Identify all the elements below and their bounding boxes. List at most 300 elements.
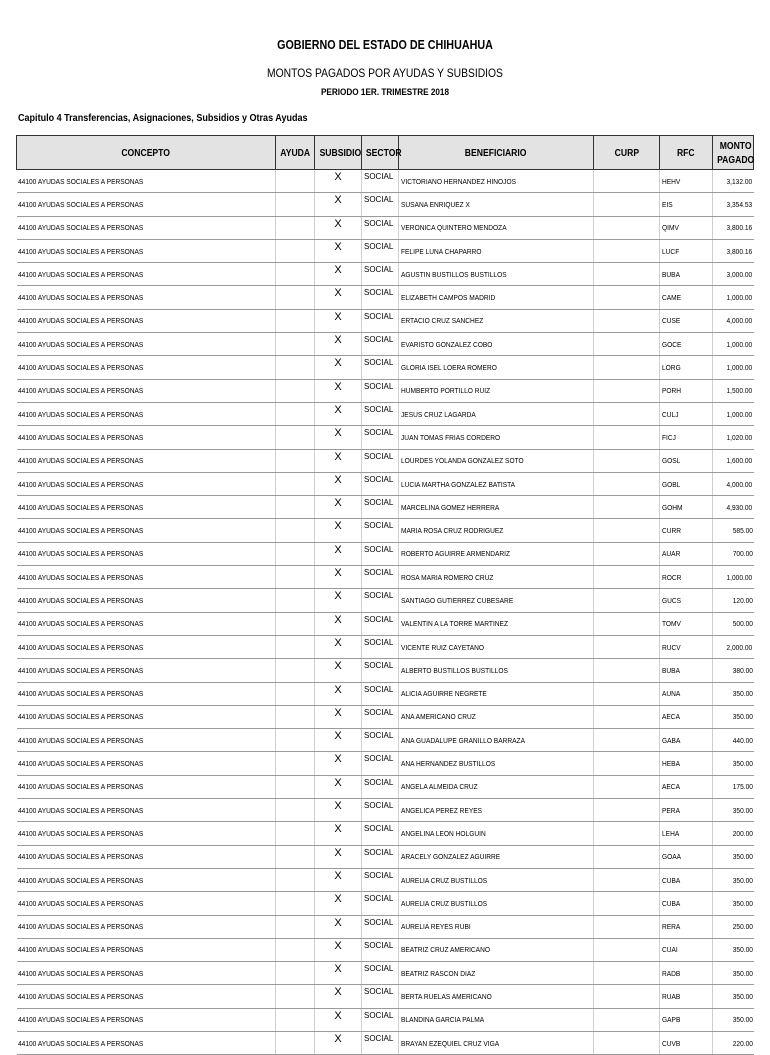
chapter-heading: Capitulo 4 Transferencias, Asignaciones, Subsidios y Otras Ayudas [18,112,308,124]
cell-subsidio: X [315,216,362,239]
cell-curp [594,938,660,961]
cell-curp [594,402,660,425]
cell-beneficiario: ARACELY GONZALEZ AGUIRRE [399,845,594,868]
cell-curp [594,799,660,822]
cell-concepto: 44100 AYUDAS SOCIALES A PERSONAS [17,193,276,216]
cell-rfc: AUAR [660,542,713,565]
cell-curp [594,356,660,379]
cell-concepto: 44100 AYUDAS SOCIALES A PERSONAS [17,170,276,193]
table-row [17,938,754,961]
cell-ayuda [276,426,315,449]
cell-monto: 220.00 [713,1031,754,1054]
cell-concepto: 44100 AYUDAS SOCIALES A PERSONAS [17,216,276,239]
cell-ayuda [276,263,315,286]
cell-beneficiario: SANTIAGO GUTIERREZ CUBESARE [399,589,594,612]
cell-subsidio: X [315,799,362,822]
table-row [17,309,754,332]
cell-ayuda [276,868,315,891]
cell-subsidio: X [315,915,362,938]
cell-rfc: CUVB [660,1031,713,1054]
cell-sector: SOCIAL [362,985,399,1008]
cell-ayuda [276,799,315,822]
cell-subsidio: X [315,985,362,1008]
cell-ayuda [276,449,315,472]
cell-subsidio: X [315,845,362,868]
cell-curp [594,426,660,449]
cell-rfc: GOAA [660,845,713,868]
cell-concepto: 44100 AYUDAS SOCIALES A PERSONAS [17,868,276,891]
table-row [17,402,754,425]
cell-rfc: LUCF [660,239,713,262]
table-row [17,868,754,891]
cell-subsidio: X [315,682,362,705]
cell-sector: SOCIAL [362,519,399,542]
cell-curp [594,729,660,752]
cell-monto: 350.00 [713,892,754,915]
cell-monto: 1,000.00 [713,566,754,589]
cell-curp [594,519,660,542]
cell-subsidio: X [315,938,362,961]
cell-concepto: 44100 AYUDAS SOCIALES A PERSONAS [17,566,276,589]
cell-curp [594,1008,660,1031]
cell-monto: 1,000.00 [713,286,754,309]
cell-subsidio: X [315,519,362,542]
table-row [17,589,754,612]
cell-ayuda [276,705,315,728]
cell-rfc: RUCV [660,635,713,658]
cell-rfc: CUAI [660,938,713,961]
cell-subsidio: X [315,705,362,728]
table-row [17,286,754,309]
cell-monto: 3,000.00 [713,263,754,286]
cell-beneficiario: SUSANA ENRIQUEZ X [399,193,594,216]
cell-beneficiario: MARIA ROSA CRUZ RODRIGUEZ [399,519,594,542]
cell-monto: 200.00 [713,822,754,845]
cell-ayuda [276,356,315,379]
cell-subsidio: X [315,659,362,682]
cell-beneficiario: ANGELINA LEON HOLGUIN [399,822,594,845]
cell-rfc: GABA [660,729,713,752]
cell-beneficiario: EVARISTO GONZALEZ COBO [399,333,594,356]
cell-rfc: CURR [660,519,713,542]
cell-sector: SOCIAL [362,263,399,286]
cell-curp [594,496,660,519]
cell-monto: 350.00 [713,1008,754,1031]
table-row [17,333,754,356]
cell-monto: 120.00 [713,589,754,612]
cell-concepto: 44100 AYUDAS SOCIALES A PERSONAS [17,985,276,1008]
cell-curp [594,822,660,845]
cell-subsidio: X [315,402,362,425]
table-row [17,659,754,682]
cell-concepto: 44100 AYUDAS SOCIALES A PERSONAS [17,239,276,262]
cell-concepto: 44100 AYUDAS SOCIALES A PERSONAS [17,333,276,356]
cell-subsidio: X [315,472,362,495]
cell-beneficiario: ROBERTO AGUIRRE ARMENDARIZ [399,542,594,565]
cell-rfc: LEHA [660,822,713,845]
cell-concepto: 44100 AYUDAS SOCIALES A PERSONAS [17,472,276,495]
cell-ayuda [276,333,315,356]
cell-subsidio: X [315,752,362,775]
cell-rfc: PERA [660,799,713,822]
cell-ayuda [276,472,315,495]
table-header-row [17,136,754,170]
cell-concepto: 44100 AYUDAS SOCIALES A PERSONAS [17,962,276,985]
cell-concepto: 44100 AYUDAS SOCIALES A PERSONAS [17,845,276,868]
cell-ayuda [276,1008,315,1031]
cell-curp [594,589,660,612]
cell-concepto: 44100 AYUDAS SOCIALES A PERSONAS [17,752,276,775]
cell-monto: 350.00 [713,799,754,822]
table-row [17,985,754,1008]
cell-monto: 350.00 [713,962,754,985]
cell-curp [594,635,660,658]
cell-rfc: AECA [660,775,713,798]
cell-ayuda [276,566,315,589]
cell-rfc: BUBA [660,263,713,286]
cell-sector: SOCIAL [362,845,399,868]
cell-concepto: 44100 AYUDAS SOCIALES A PERSONAS [17,659,276,682]
cell-subsidio: X [315,170,362,193]
table-row [17,845,754,868]
cell-beneficiario: AGUSTIN BUSTILLOS BUSTILLOS [399,263,594,286]
cell-curp [594,193,660,216]
table-row [17,892,754,915]
cell-subsidio: X [315,309,362,332]
cell-monto: 700.00 [713,542,754,565]
cell-curp [594,216,660,239]
cell-beneficiario: LUCIA MARTHA GONZALEZ BATISTA [399,472,594,495]
cell-ayuda [276,892,315,915]
cell-beneficiario: VICENTE RUIZ CAYETANO [399,635,594,658]
cell-ayuda [276,985,315,1008]
cell-concepto: 44100 AYUDAS SOCIALES A PERSONAS [17,682,276,705]
document-subtitle: MONTOS PAGADOS POR AYUDAS Y SUBSIDIOS [267,66,503,80]
cell-subsidio: X [315,612,362,635]
cell-sector: SOCIAL [362,426,399,449]
cell-concepto: 44100 AYUDAS SOCIALES A PERSONAS [17,822,276,845]
cell-concepto: 44100 AYUDAS SOCIALES A PERSONAS [17,938,276,961]
cell-sector: SOCIAL [362,333,399,356]
cell-sector: SOCIAL [362,775,399,798]
cell-beneficiario: FELIPE LUNA CHAPARRO [399,239,594,262]
cell-curp [594,263,660,286]
cell-sector: SOCIAL [362,472,399,495]
cell-monto: 440.00 [713,729,754,752]
table-row [17,356,754,379]
cell-beneficiario: ANGELA ALMEIDA CRUZ [399,775,594,798]
cell-concepto: 44100 AYUDAS SOCIALES A PERSONAS [17,1008,276,1031]
cell-beneficiario: HUMBERTO PORTILLO RUIZ [399,379,594,402]
cell-curp [594,239,660,262]
cell-curp [594,659,660,682]
cell-subsidio: X [315,542,362,565]
cell-monto: 175.00 [713,775,754,798]
cell-rfc: RERA [660,915,713,938]
cell-sector: SOCIAL [362,216,399,239]
table-row [17,775,754,798]
cell-ayuda [276,286,315,309]
cell-rfc: QIMV [660,216,713,239]
cell-curp [594,566,660,589]
cell-ayuda [276,309,315,332]
cell-concepto: 44100 AYUDAS SOCIALES A PERSONAS [17,309,276,332]
table-row [17,449,754,472]
cell-beneficiario: ANA GUADALUPE GRANILLO BARRAZA [399,729,594,752]
cell-ayuda [276,938,315,961]
cell-monto: 350.00 [713,845,754,868]
table-row [17,216,754,239]
cell-concepto: 44100 AYUDAS SOCIALES A PERSONAS [17,729,276,752]
table-row [17,682,754,705]
column-header-monto: MONTO PAGADO [713,136,754,170]
cell-ayuda [276,542,315,565]
cell-ayuda [276,1031,315,1054]
cell-monto: 585.00 [713,519,754,542]
cell-subsidio: X [315,589,362,612]
cell-curp [594,682,660,705]
cell-monto: 3,800.16 [713,216,754,239]
cell-concepto: 44100 AYUDAS SOCIALES A PERSONAS [17,915,276,938]
cell-concepto: 44100 AYUDAS SOCIALES A PERSONAS [17,356,276,379]
cell-subsidio: X [315,333,362,356]
cell-concepto: 44100 AYUDAS SOCIALES A PERSONAS [17,449,276,472]
cell-subsidio: X [315,635,362,658]
table-row [17,472,754,495]
table-row [17,519,754,542]
table-row [17,1008,754,1031]
cell-curp [594,472,660,495]
column-header-ayuda: AYUDA [276,136,315,170]
cell-monto: 500.00 [713,612,754,635]
cell-beneficiario: ANA AMERICANO CRUZ [399,705,594,728]
table-row [17,729,754,752]
cell-concepto: 44100 AYUDAS SOCIALES A PERSONAS [17,799,276,822]
cell-beneficiario: ANA HERNANDEZ BUSTILLOS [399,752,594,775]
table-row [17,752,754,775]
table-row [17,263,754,286]
cell-rfc: GAPB [660,1008,713,1031]
cell-subsidio: X [315,263,362,286]
table-row [17,566,754,589]
cell-curp [594,379,660,402]
cell-sector: SOCIAL [362,938,399,961]
cell-sector: SOCIAL [362,496,399,519]
cell-rfc: HEHV [660,170,713,193]
cell-ayuda [276,962,315,985]
cell-sector: SOCIAL [362,705,399,728]
table-row [17,379,754,402]
cell-sector: SOCIAL [362,286,399,309]
cell-sector: SOCIAL [362,799,399,822]
cell-rfc: CUSE [660,309,713,332]
cell-curp [594,542,660,565]
cell-rfc: EIS [660,193,713,216]
document-title: GOBIERNO DEL ESTADO DE CHIHUAHUA [277,38,493,52]
cell-concepto: 44100 AYUDAS SOCIALES A PERSONAS [17,519,276,542]
table-row [17,193,754,216]
cell-ayuda [276,822,315,845]
cell-sector: SOCIAL [362,682,399,705]
cell-beneficiario: AURELIA CRUZ BUSTILLOS [399,868,594,891]
cell-concepto: 44100 AYUDAS SOCIALES A PERSONAS [17,402,276,425]
cell-monto: 350.00 [713,682,754,705]
cell-sector: SOCIAL [362,309,399,332]
cell-beneficiario: BEATRIZ CRUZ AMERICANO [399,938,594,961]
cell-rfc: FICJ [660,426,713,449]
cell-ayuda [276,193,315,216]
cell-subsidio: X [315,1008,362,1031]
cell-subsidio: X [315,193,362,216]
table-row [17,1031,754,1054]
cell-monto: 4,930.00 [713,496,754,519]
cell-monto: 2,000.00 [713,635,754,658]
cell-ayuda [276,589,315,612]
column-header-subsidio: SUBSIDIO [315,136,362,170]
cell-concepto: 44100 AYUDAS SOCIALES A PERSONAS [17,775,276,798]
cell-ayuda [276,239,315,262]
cell-beneficiario: VALENTIN A LA TORRE MARTINEZ [399,612,594,635]
cell-ayuda [276,845,315,868]
cell-rfc: PORH [660,379,713,402]
cell-curp [594,449,660,472]
cell-subsidio: X [315,1031,362,1054]
cell-ayuda [276,775,315,798]
cell-subsidio: X [315,356,362,379]
cell-beneficiario: ALBERTO BUSTILLOS BUSTILLOS [399,659,594,682]
table-body [17,170,754,1055]
cell-beneficiario: ELIZABETH CAMPOS MADRID [399,286,594,309]
cell-concepto: 44100 AYUDAS SOCIALES A PERSONAS [17,612,276,635]
cell-beneficiario: ANGELICA PEREZ REYES [399,799,594,822]
cell-subsidio: X [315,729,362,752]
cell-monto: 3,132.00 [713,170,754,193]
cell-beneficiario: AURELIA REYES RUBI [399,915,594,938]
table-row [17,542,754,565]
cell-curp [594,1031,660,1054]
cell-beneficiario: BRAYAN EZEQUIEL CRUZ VIGA [399,1031,594,1054]
column-header-rfc: RFC [660,136,713,170]
cell-beneficiario: BEATRIZ RASCON DIAZ [399,962,594,985]
cell-monto: 1,020.00 [713,426,754,449]
cell-subsidio: X [315,496,362,519]
cell-beneficiario: LOURDES YOLANDA GONZALEZ SOTO [399,449,594,472]
cell-concepto: 44100 AYUDAS SOCIALES A PERSONAS [17,496,276,519]
cell-sector: SOCIAL [362,566,399,589]
cell-monto: 4,000.00 [713,309,754,332]
subsidies-table [16,135,754,1055]
cell-sector: SOCIAL [362,752,399,775]
cell-subsidio: X [315,426,362,449]
cell-monto: 1,600.00 [713,449,754,472]
cell-rfc: CAME [660,286,713,309]
cell-sector: SOCIAL [362,892,399,915]
cell-concepto: 44100 AYUDAS SOCIALES A PERSONAS [17,1031,276,1054]
cell-subsidio: X [315,449,362,472]
table-row [17,496,754,519]
cell-sector: SOCIAL [362,379,399,402]
cell-sector: SOCIAL [362,402,399,425]
cell-concepto: 44100 AYUDAS SOCIALES A PERSONAS [17,705,276,728]
cell-monto: 3,800.16 [713,239,754,262]
cell-concepto: 44100 AYUDAS SOCIALES A PERSONAS [17,542,276,565]
cell-subsidio: X [315,962,362,985]
cell-monto: 250.00 [713,915,754,938]
cell-monto: 350.00 [713,985,754,1008]
cell-concepto: 44100 AYUDAS SOCIALES A PERSONAS [17,379,276,402]
cell-curp [594,915,660,938]
table-row [17,635,754,658]
cell-concepto: 44100 AYUDAS SOCIALES A PERSONAS [17,589,276,612]
column-header-sector: SECTOR [362,136,399,170]
cell-rfc: BUBA [660,659,713,682]
cell-ayuda [276,170,315,193]
cell-beneficiario: VERONICA QUINTERO MENDOZA [399,216,594,239]
cell-sector: SOCIAL [362,1008,399,1031]
cell-curp [594,612,660,635]
cell-monto: 350.00 [713,705,754,728]
cell-subsidio: X [315,822,362,845]
cell-rfc: GOHM [660,496,713,519]
column-header-curp: CURP [594,136,660,170]
table-row [17,822,754,845]
cell-sector: SOCIAL [362,239,399,262]
cell-concepto: 44100 AYUDAS SOCIALES A PERSONAS [17,635,276,658]
cell-monto: 380.00 [713,659,754,682]
table-row [17,612,754,635]
cell-ayuda [276,752,315,775]
cell-sector: SOCIAL [362,915,399,938]
cell-subsidio: X [315,239,362,262]
cell-subsidio: X [315,566,362,589]
table-row [17,239,754,262]
cell-rfc: AUNA [660,682,713,705]
document-period: PERIODO 1ER. TRIMESTRE 2018 [320,87,450,98]
cell-monto: 350.00 [713,938,754,961]
cell-subsidio: X [315,775,362,798]
cell-curp [594,752,660,775]
cell-sector: SOCIAL [362,729,399,752]
cell-concepto: 44100 AYUDAS SOCIALES A PERSONAS [17,286,276,309]
cell-beneficiario: JUAN TOMAS FRIAS CORDERO [399,426,594,449]
cell-subsidio: X [315,379,362,402]
cell-sector: SOCIAL [362,542,399,565]
cell-beneficiario: BLANDINA GARCIA PALMA [399,1008,594,1031]
cell-curp [594,985,660,1008]
cell-beneficiario: AURELIA CRUZ BUSTILLOS [399,892,594,915]
cell-subsidio: X [315,286,362,309]
cell-sector: SOCIAL [362,962,399,985]
cell-sector: SOCIAL [362,822,399,845]
cell-sector: SOCIAL [362,449,399,472]
cell-rfc: CUBA [660,868,713,891]
cell-concepto: 44100 AYUDAS SOCIALES A PERSONAS [17,426,276,449]
cell-concepto: 44100 AYUDAS SOCIALES A PERSONAS [17,263,276,286]
cell-ayuda [276,729,315,752]
cell-monto: 350.00 [713,868,754,891]
cell-sector: SOCIAL [362,193,399,216]
cell-sector: SOCIAL [362,589,399,612]
cell-curp [594,309,660,332]
cell-ayuda [276,682,315,705]
cell-rfc: GOCE [660,333,713,356]
cell-monto: 1,000.00 [713,402,754,425]
cell-sector: SOCIAL [362,659,399,682]
cell-rfc: GOBL [660,472,713,495]
cell-rfc: LORG [660,356,713,379]
cell-sector: SOCIAL [362,1031,399,1054]
table-row [17,915,754,938]
